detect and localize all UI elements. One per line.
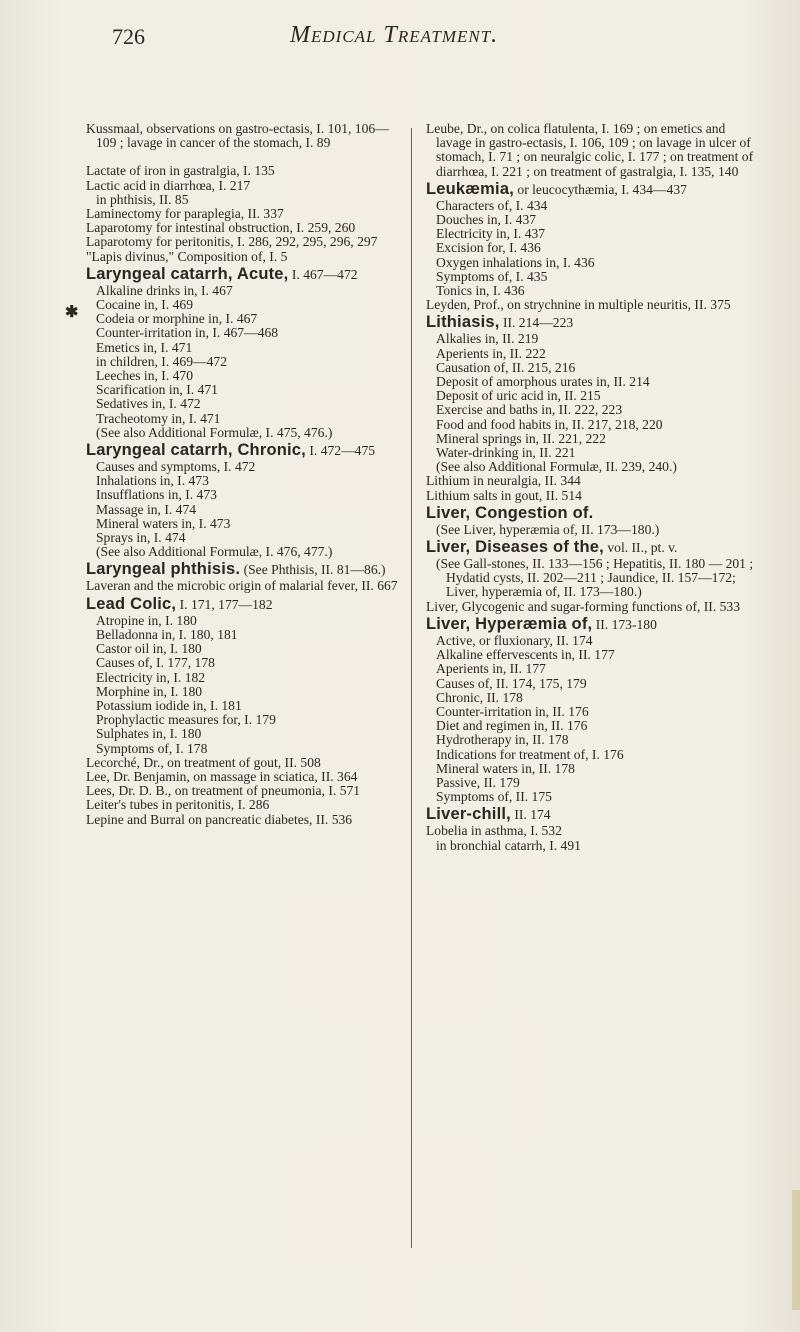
index-subentry: (See also Additional Formulæ, I. 475, 476.) xyxy=(96,424,333,440)
index-subentry: Causation of, II. 215, 216 xyxy=(436,359,576,375)
index-subentry: Massage in, I. 474 xyxy=(96,501,197,517)
index-entry: Kussmaal, observations on gastro-ectasis, I. 101, 106—109 ; lavage in cancer of the stomach, I. 89 xyxy=(86,121,389,151)
index-entry: Laparotomy for intestinal obstruction, I. 259, 260 xyxy=(86,220,356,236)
index-entry: Leiter's tubes in peritonitis, I. 286 xyxy=(86,797,270,813)
index-subentry: Electricity in, I. 437 xyxy=(436,226,546,242)
index-subentry: Tracheotomy in, I. 471 xyxy=(96,410,221,426)
heading-text: Liver, Hyperæmia of, xyxy=(426,614,593,633)
index-entry: Leube, Dr., on colica flatulenta, I. 169 ; on emetics and lavage in gastro-ectasis, I. 106, 109 ; on lavage in ulcer of stomach, I. 71 ; on neuralgic colic, I. 177 ; on treatment of diarrhœa, I. 221 ; on treatment of gastralgia, I. 135, 140 xyxy=(426,121,754,179)
index-subentry: Prophylactic measures for, I. 179 xyxy=(96,712,276,728)
index-subentry: Excision for, I. 436 xyxy=(436,240,541,256)
index-heading xyxy=(426,503,756,523)
heading-ref: or leucocythæmia, I. 434—437 xyxy=(517,181,687,197)
page-edge-stain xyxy=(792,1190,800,1310)
heading-text: Laryngeal phthisis. xyxy=(86,560,241,579)
index-subentry: Sedatives in, I. 472 xyxy=(96,396,201,412)
heading-ref: I. 472—475 xyxy=(309,443,376,459)
index-subentry: (See also Additional Formulæ, II. 239, 240.) xyxy=(436,459,677,475)
index-heading xyxy=(86,440,404,460)
index-subentry: Symptoms of, II. 175 xyxy=(436,789,552,805)
index-subentry: Chronic, II. 178 xyxy=(436,689,523,705)
index-entry: "Lapis divinus," Composition of, I. 5 xyxy=(86,248,288,264)
index-entry: Laminectomy for paraplegia, II. 337 xyxy=(86,206,284,222)
index-subentry: in children, I. 469—472 xyxy=(96,353,228,369)
index-subentry: Emetics in, I. 471 xyxy=(96,339,193,355)
heading-text: Liver-chill, xyxy=(426,805,511,824)
index-subentry: (See Liver, hyperæmia of, II. 173—180.) xyxy=(436,521,660,537)
index-entry: Lepine and Burral on pancreatic diabetes, II. 536 xyxy=(86,811,353,827)
index-subentry: Sprays in, I. 474 xyxy=(96,530,186,546)
index-subentry: Counter-irritation in, II. 176 xyxy=(436,703,589,719)
index-subentry: Causes and symptoms, I. 472 xyxy=(96,459,256,475)
index-subentry: Morphine in, I. 180 xyxy=(96,683,203,699)
index-subentry: Mineral waters in, II. 178 xyxy=(436,760,575,776)
index-entry: Laparotomy for peritonitis, I. 286, 292, 295, 296, 297 xyxy=(86,234,378,250)
index-subentry: Mineral waters in, I. 473 xyxy=(96,515,231,531)
index-subentry: Alkaline drinks in, I. 467 xyxy=(96,282,233,298)
index-entry: Lithium salts in gout, II. 514 xyxy=(426,487,582,503)
index-column-right xyxy=(426,122,756,853)
index-subentry: Symptoms of, I. 178 xyxy=(96,740,208,756)
index-entry: Lee, Dr. Benjamin, on massage in sciatica, II. 364 xyxy=(86,768,358,784)
index-entry: Lithium in neuralgia, II. 344 xyxy=(426,473,581,489)
index-subentry: Leeches in, I. 470 xyxy=(96,368,194,384)
index-entry: Lactate of iron in gastralgia, I. 135 xyxy=(86,163,275,179)
index-heading xyxy=(86,559,404,579)
heading-text: Leukæmia, xyxy=(426,179,514,198)
index-entry: Liver, Glycogenic and sugar-forming functions of, II. 533 xyxy=(426,598,741,614)
index-subentry: in phthisis, II. 85 xyxy=(96,191,189,207)
index-entry: Lactic acid in diarrhœa, I. 217 xyxy=(86,177,251,193)
index-subentry: Alkalies in, II. 219 xyxy=(436,331,539,347)
index-subentry: Alkaline effervescents in, II. 177 xyxy=(436,647,615,663)
index-heading xyxy=(86,594,404,614)
index-subentry: Codeia or morphine in, I. 467 xyxy=(96,311,258,327)
index-subentry: Sulphates in, I. 180 xyxy=(96,726,202,742)
index-subentry: Symptoms of, I. 435 xyxy=(436,268,548,284)
heading-text: Laryngeal catarrh, Acute, xyxy=(86,264,289,283)
index-heading xyxy=(426,537,756,557)
index-column-left xyxy=(86,122,404,827)
index-heading xyxy=(426,312,756,332)
index-subentry: Cocaine in, I. 469 xyxy=(96,297,194,313)
heading-ref: II. 174 xyxy=(514,807,551,823)
index-entry: Lobelia in asthma, I. 532 xyxy=(426,823,562,839)
index-subentry: Deposit of amorphous urates in, II. 214 xyxy=(436,374,650,390)
index-subentry: Belladonna in, I. 180, 181 xyxy=(96,626,238,642)
page-number: 726 xyxy=(112,24,145,49)
heading-ref: I. 467—472 xyxy=(291,266,358,282)
index-entry: Lecorché, Dr., on treatment of gout, II. 508 xyxy=(86,754,321,770)
index-subentry: Causes of, II. 174, 175, 179 xyxy=(436,675,587,691)
heading-text: Lithiasis, xyxy=(426,313,500,332)
heading-text: Liver, Congestion of. xyxy=(426,503,594,522)
index-subentry: Water-drinking in, II. 221 xyxy=(436,445,576,461)
index-subentry: Aperients in, II. 177 xyxy=(436,661,546,677)
heading-ref: (See Phthisis, II. 81—86.) xyxy=(243,562,386,578)
index-subentry: Inhalations in, I. 473 xyxy=(96,473,209,489)
index-subentry: Insufflations in, I. 473 xyxy=(96,487,217,503)
index-subentry: Diet and regimen in, II. 176 xyxy=(436,718,588,734)
index-subentry: Indications for treatment of, I. 176 xyxy=(436,746,624,762)
heading-ref: II. 173-180 xyxy=(595,616,657,632)
heading-text: Laryngeal catarrh, Chronic, xyxy=(86,441,306,460)
heading-text: Liver, Diseases of the, xyxy=(426,538,604,557)
index-entry: Lees, Dr. D. B., on treatment of pneumonia, I. 571 xyxy=(86,783,361,799)
heading-text: Lead Colic, xyxy=(86,594,177,613)
index-subentry: Counter-irritation in, I. 467—468 xyxy=(96,325,279,341)
index-entry: Leyden, Prof., on strychnine in multiple neuritis, II. 375 xyxy=(426,297,731,313)
index-heading xyxy=(426,179,756,199)
index-subentry: Tonics in, I. 436 xyxy=(436,283,525,299)
index-subentry: (See Gall-stones, II. 133—156 ; Hepatitis, II. 180 — 201 ; Hydatid cysts, II. 202—211 ; Jaundice, II. 157—172; Liver, hyperæmia of, II. 173—180.) xyxy=(436,556,754,600)
index-subentry: Potassium iodide in, I. 181 xyxy=(96,697,242,713)
heading-ref: II. 214—223 xyxy=(502,315,574,331)
index-entry: Laveran and the microbic origin of malarial fever, II. 667 xyxy=(86,578,398,594)
index-subentry: Characters of, I. 434 xyxy=(436,197,548,213)
running-title: Medical Treatment. xyxy=(290,22,499,48)
page-header xyxy=(112,18,732,58)
index-heading xyxy=(86,264,404,284)
index-heading xyxy=(426,804,756,824)
column-divider xyxy=(411,128,412,1248)
index-subentry: (See also Additional Formulæ, I. 476, 477.) xyxy=(96,544,333,560)
index-heading xyxy=(426,614,756,634)
heading-ref: vol. II., pt. v. xyxy=(607,540,678,556)
index-subentry: Electricity in, I. 182 xyxy=(96,669,206,685)
index-subentry: Passive, II. 179 xyxy=(436,774,520,790)
index-subentry: Oxygen inhalations in, I. 436 xyxy=(436,254,595,270)
index-subentry: Aperients in, II. 222 xyxy=(436,345,546,361)
index-subentry: in bronchial catarrh, I. 491 xyxy=(436,837,581,853)
index-subentry: Castor oil in, I. 180 xyxy=(96,641,202,657)
index-subentry: Scarification in, I. 471 xyxy=(96,382,218,398)
index-subentry: Food and food habits in, II. 217, 218, 220 xyxy=(436,416,663,432)
index-subentry: Douches in, I. 437 xyxy=(436,212,537,228)
index-subentry: Mineral springs in, II. 221, 222 xyxy=(436,430,606,446)
index-subentry: Hydrotherapy in, II. 178 xyxy=(436,732,569,748)
heading-ref: I. 171, 177—182 xyxy=(179,596,273,612)
index-subentry: Causes of, I. 177, 178 xyxy=(96,655,215,671)
index-subentry: Exercise and baths in, II. 222, 223 xyxy=(436,402,623,418)
index-subentry: Atropine in, I. 180 xyxy=(96,612,197,628)
index-subentry: Deposit of uric acid in, II. 215 xyxy=(436,388,601,404)
margin-mark-icon: ✱ xyxy=(65,302,79,321)
index-subentry: Active, or fluxionary, II. 174 xyxy=(436,632,593,648)
